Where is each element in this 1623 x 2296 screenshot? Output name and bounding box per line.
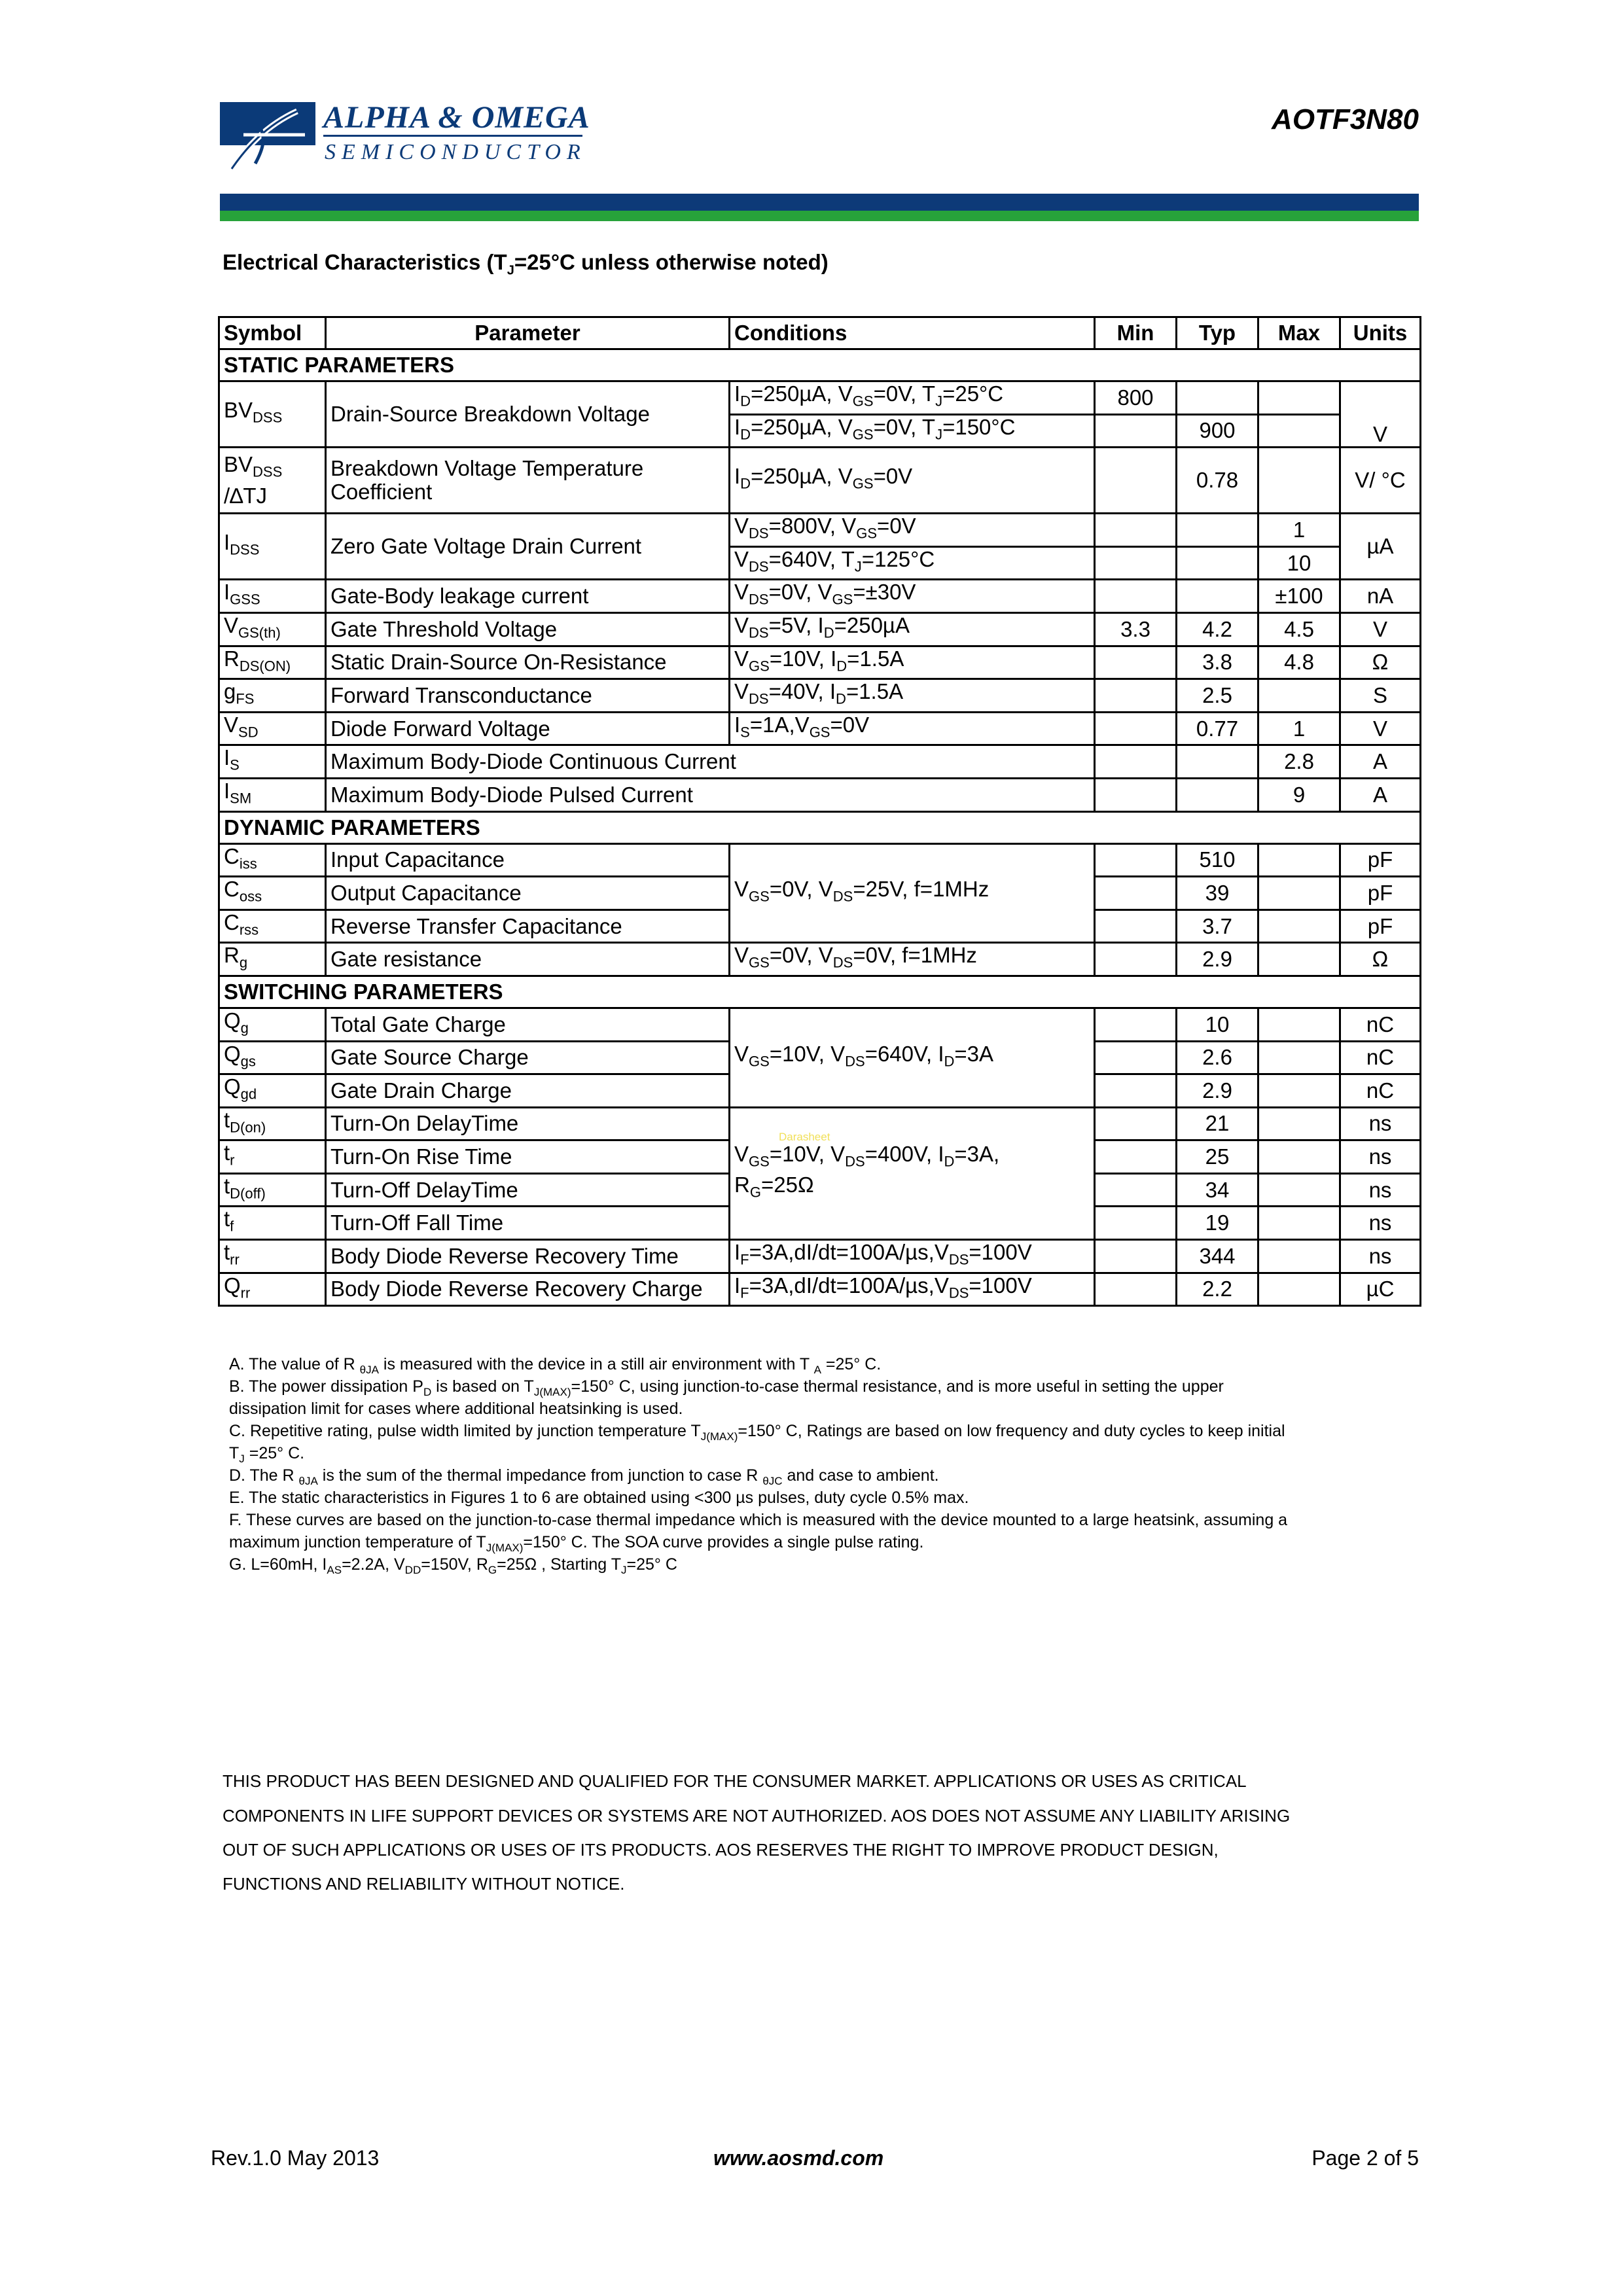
- units-qrr: µC: [1340, 1273, 1421, 1306]
- cond-capacitance: $V_{GS}=0V$, $V_{DS}=25V$, f=1MHz: [730, 843, 1095, 943]
- max-empty: [1258, 843, 1340, 877]
- electrical-characteristics-table: [218, 316, 1421, 1307]
- param-rdson: Static Drain-Source On-Resistance: [326, 646, 730, 679]
- min-empty: [1095, 1041, 1177, 1074]
- min-empty: [1095, 514, 1177, 547]
- symbol-qgs: $Q_{gs}$: [219, 1041, 326, 1074]
- cond-switching: $V_{GS}=10V$, $V_{DS}=400V$, $I_D=3A$, $R_G=25\Omega$: [730, 1107, 1095, 1239]
- units-tdoff: ns: [1340, 1173, 1421, 1207]
- param-qgs: Gate Source Charge: [326, 1041, 730, 1074]
- max-empty: [1258, 1240, 1340, 1273]
- cond-bvdss-150: $I_D=250\mu A$, $V_{GS}=0V$, $T_J=150^\circ C$: [730, 414, 1095, 448]
- min-empty: [1095, 679, 1177, 713]
- param-tr: Turn-On Rise Time: [326, 1140, 730, 1174]
- section-row: [219, 976, 1421, 1008]
- symbol-rg: $R_g$: [219, 943, 326, 976]
- note-f-cont: maximum junction temperature of $T_{J(MAX)}=150^\circ$ C. The SOA curve provides a single pulse rating.: [229, 1533, 924, 1554]
- units-qgs: nC: [1340, 1041, 1421, 1074]
- param-is: Maximum Body-Diode Continuous Current: [326, 745, 1095, 779]
- typ-tr: 25: [1177, 1140, 1258, 1174]
- note-b-cont: dissipation limit for cases where additional heatsinking is used.: [229, 1400, 683, 1418]
- max-empty: [1258, 1207, 1340, 1240]
- cond-idss-1: $V_{DS}=800V$, $V_{GS}=0V$: [730, 514, 1095, 547]
- min-empty: [1095, 448, 1177, 514]
- header-conditions: Conditions: [730, 317, 1095, 349]
- typ-empty: [1177, 514, 1258, 547]
- note-a: A. The value of R $_{\theta JA}$ is measured with the device in a still air environment with T $_A$ =25° C.: [229, 1355, 882, 1376]
- param-idss: Zero Gate Voltage Drain Current: [326, 514, 730, 580]
- header-typ: Typ: [1177, 317, 1258, 349]
- max-empty: [1258, 1173, 1340, 1207]
- max-empty: [1258, 910, 1340, 943]
- footer-revision: Rev.1.0 May 2013: [211, 2146, 380, 2170]
- header-parameter: Parameter: [326, 317, 730, 349]
- table-row: [219, 712, 1421, 745]
- min-empty: [1095, 910, 1177, 943]
- symbol-bvdss-tc: $BV_{DSS}$ /∆TJ: [219, 448, 326, 514]
- typ-bvdss-tc: 0.78: [1177, 448, 1258, 514]
- param-ism: Maximum Body-Diode Pulsed Current: [326, 778, 1095, 811]
- units-crss: pF: [1340, 910, 1421, 943]
- units-ciss: pF: [1340, 843, 1421, 877]
- section-dynamic: DYNAMIC PARAMETERS: [219, 811, 1421, 843]
- max-empty: [1258, 448, 1340, 514]
- cond-rdson: $V_{GS}=10V$, $I_D=1.5A$: [730, 646, 1095, 679]
- symbol-ism: $I_{SM}$: [219, 778, 326, 811]
- param-ciss: Input Capacitance: [326, 843, 730, 877]
- typ-ciss: 510: [1177, 843, 1258, 877]
- min-empty: [1095, 943, 1177, 976]
- param-vgsth: Gate Threshold Voltage: [326, 612, 730, 646]
- max-is: 2.8: [1258, 745, 1340, 779]
- typ-empty: [1177, 381, 1258, 415]
- min-bvdss: 800: [1095, 381, 1177, 415]
- max-empty: [1258, 1273, 1340, 1306]
- symbol-is: $I_S$: [219, 745, 326, 779]
- units-vsd: V: [1340, 712, 1421, 745]
- units-igss: nA: [1340, 580, 1421, 613]
- param-qgd: Gate Drain Charge: [326, 1074, 730, 1108]
- max-empty: [1258, 381, 1340, 415]
- max-vsd: 1: [1258, 712, 1340, 745]
- typ-empty: [1177, 778, 1258, 811]
- typ-gfs: 2.5: [1177, 679, 1258, 713]
- param-tdon: Turn-On DelayTime: [326, 1107, 730, 1140]
- footer-page-number: Page 2 of 5: [1311, 2146, 1419, 2170]
- min-empty: [1095, 1273, 1177, 1306]
- symbol-crss: $C_{rss}$: [219, 910, 326, 943]
- table-row: [219, 843, 1421, 877]
- table-header-row: [219, 317, 1421, 349]
- company-logo: [220, 97, 590, 175]
- min-empty: [1095, 1008, 1177, 1041]
- max-empty: [1258, 679, 1340, 713]
- typ-empty: [1177, 745, 1258, 779]
- units-bvdss-tc: V/ °C: [1340, 448, 1421, 514]
- cond-bvdss-25: $I_D=250\mu A$, $V_{GS}=0V$, $T_J=25^\circ C$: [730, 381, 1095, 415]
- section-title: Electrical Characteristics ($T_J=25^\circ C$ unless otherwise noted): [223, 250, 829, 278]
- symbol-gfs: $g_{FS}$: [219, 679, 326, 713]
- param-bvdss: Drain-Source Breakdown Voltage: [326, 381, 730, 448]
- symbol-tr: $t_r$: [219, 1140, 326, 1174]
- part-number: AOTF3N80: [1272, 103, 1419, 135]
- min-empty: [1095, 1240, 1177, 1273]
- table-row: [219, 1008, 1421, 1041]
- min-vgsth: 3.3: [1095, 612, 1177, 646]
- param-crss: Reverse Transfer Capacitance: [326, 910, 730, 943]
- cond-trr: $I_F=3A,dI/dt=100A/\mu s,V_{DS}=100V$: [730, 1240, 1095, 1273]
- units-vgsth: V: [1340, 612, 1421, 646]
- max-ism: 9: [1258, 778, 1340, 811]
- header-units: Units: [1340, 317, 1421, 349]
- table-row: [219, 1273, 1421, 1306]
- typ-tdoff: 34: [1177, 1173, 1258, 1207]
- symbol-qg: $Q_g$: [219, 1008, 326, 1041]
- header-band-green: [220, 211, 1419, 221]
- cond-vgsth: $V_{DS}=5V$, $I_D=250\mu A$: [730, 612, 1095, 646]
- disclaimer-line: THIS PRODUCT HAS BEEN DESIGNED AND QUALIFIED FOR THE CONSUMER MARKET. APPLICATIONS OR USES AS CRITICAL: [223, 1771, 1247, 1791]
- typ-empty: [1177, 546, 1258, 580]
- max-rdson: 4.8: [1258, 646, 1340, 679]
- note-d: D. The R $_{\theta JA}$ is the sum of the thermal impedance from junction to case R $_{\theta JC}$ and case to ambient.: [229, 1466, 939, 1487]
- min-empty: [1095, 580, 1177, 613]
- min-empty: [1095, 1173, 1177, 1207]
- max-empty: [1258, 414, 1340, 448]
- units-idss: µA: [1340, 514, 1421, 580]
- param-bvdss-tc: Breakdown Voltage Temperature Coefficient: [326, 448, 730, 514]
- cond-bvdss-tc: $I_D=250\mu A$, $V_{GS}=0V$: [730, 448, 1095, 514]
- typ-vsd: 0.77: [1177, 712, 1258, 745]
- alpha-omega-logo-icon: [220, 102, 315, 173]
- table-row: [219, 679, 1421, 713]
- max-idss-2: 10: [1258, 546, 1340, 580]
- units-rdson: Ω: [1340, 646, 1421, 679]
- max-empty: [1258, 1041, 1340, 1074]
- units-is: A: [1340, 745, 1421, 779]
- max-empty: [1258, 1074, 1340, 1108]
- section-switching: SWITCHING PARAMETERS: [219, 976, 1421, 1008]
- cond-idss-2: $V_{DS}=640V$, $T_J=125^\circ C$: [730, 546, 1095, 580]
- param-rg: Gate resistance: [326, 943, 730, 976]
- symbol-idss: $I_{DSS}$: [219, 514, 326, 580]
- min-empty: [1095, 778, 1177, 811]
- note-b: B. The power dissipation $P_D$ is based on $T_{J(MAX)}=150^\circ$ C, using junction-to-case thermal resistance, and is more useful in setting the upper: [229, 1377, 1224, 1398]
- min-empty: [1095, 414, 1177, 448]
- min-empty: [1095, 843, 1177, 877]
- table-row: [219, 612, 1421, 646]
- symbol-tf: $t_f$: [219, 1207, 326, 1240]
- section-row: [219, 349, 1421, 381]
- note-c-cont: $T_J =25^\circ$ C.: [229, 1444, 305, 1465]
- min-empty: [1095, 646, 1177, 679]
- min-empty: [1095, 1107, 1177, 1140]
- cond-gfs: $V_{DS}=40V$, $I_D=1.5A$: [730, 679, 1095, 713]
- min-empty: [1095, 712, 1177, 745]
- symbol-vsd: $V_{SD}$: [219, 712, 326, 745]
- symbol-tdon: $t_{D(on)}$: [219, 1107, 326, 1140]
- units-bvdss: V: [1340, 381, 1421, 448]
- table-row: [219, 646, 1421, 679]
- param-tf: Turn-Off Fall Time: [326, 1207, 730, 1240]
- table-row: [219, 745, 1421, 779]
- min-empty: [1095, 877, 1177, 910]
- param-igss: Gate-Body leakage current: [326, 580, 730, 613]
- param-tdoff: Turn-Off DelayTime: [326, 1173, 730, 1207]
- typ-vgsth: 4.2: [1177, 612, 1258, 646]
- param-qg: Total Gate Charge: [326, 1008, 730, 1041]
- typ-empty: [1177, 580, 1258, 613]
- typ-qgs: 2.6: [1177, 1041, 1258, 1074]
- typ-tdon: 21: [1177, 1107, 1258, 1140]
- typ-trr: 344: [1177, 1240, 1258, 1273]
- logo-underline: [323, 135, 582, 137]
- units-tr: ns: [1340, 1140, 1421, 1174]
- header-max: Max: [1258, 317, 1340, 349]
- symbol-qgd: $Q_{gd}$: [219, 1074, 326, 1108]
- note-g: G. L=60mH, $I_{AS}=2.2A$, $V_{DD}=150V$, $R_G=25\Omega$ , Starting $T_J=25^\circ$ C: [229, 1555, 677, 1576]
- units-qgd: nC: [1340, 1074, 1421, 1108]
- min-empty: [1095, 546, 1177, 580]
- table-row: [219, 514, 1421, 547]
- disclaimer-line: FUNCTIONS AND RELIABILITY WITHOUT NOTICE.: [223, 1874, 625, 1894]
- disclaimer-line: OUT OF SUCH APPLICATIONS OR USES OF ITS PRODUCTS. AOS RESERVES THE RIGHT TO IMPROVE PRODUCT DESIGN,: [223, 1840, 1219, 1860]
- table-row: [219, 580, 1421, 613]
- symbol-igss: $I_{GSS}$: [219, 580, 326, 613]
- max-vgsth: 4.5: [1258, 612, 1340, 646]
- min-empty: [1095, 1140, 1177, 1174]
- cond-rg: $V_{GS}=0V$, $V_{DS}=0V$, f=1MHz: [730, 943, 1095, 976]
- max-idss-1: 1: [1258, 514, 1340, 547]
- note-c: C. Repetitive rating, pulse width limited by junction temperature $T_{J(MAX)}=150^\circ$ C, Ratings are based on low frequency and duty cycles to keep initial: [229, 1422, 1285, 1443]
- param-trr: Body Diode Reverse Recovery Time: [326, 1240, 730, 1273]
- table-row: [219, 1240, 1421, 1273]
- header-min: Min: [1095, 317, 1177, 349]
- units-gfs: S: [1340, 679, 1421, 713]
- min-empty: [1095, 1074, 1177, 1108]
- symbol-ciss: $C_{iss}$: [219, 843, 326, 877]
- table-row: [219, 943, 1421, 976]
- units-tdon: ns: [1340, 1107, 1421, 1140]
- typ-qrr: 2.2: [1177, 1273, 1258, 1306]
- symbol-vgsth: $V_{GS(th)}$: [219, 612, 326, 646]
- note-f: F. These curves are based on the junction-to-case thermal impedance which is measured with the device mounted to a large heatsink, assuming a: [229, 1511, 1288, 1529]
- typ-crss: 3.7: [1177, 910, 1258, 943]
- max-empty: [1258, 1008, 1340, 1041]
- symbol-tdoff: $t_{D(off)}$: [219, 1173, 326, 1207]
- units-coss: pF: [1340, 877, 1421, 910]
- symbol-qrr: $Q_{rr}$: [219, 1273, 326, 1306]
- param-coss: Output Capacitance: [326, 877, 730, 910]
- param-gfs: Forward Transconductance: [326, 679, 730, 713]
- max-empty: [1258, 877, 1340, 910]
- cond-igss: $V_{DS}=0V$, $V_{GS}=\pm 30V$: [730, 580, 1095, 613]
- header-symbol: Symbol: [219, 317, 326, 349]
- units-tf: ns: [1340, 1207, 1421, 1240]
- symbol-rdson: $R_{DS(ON)}$: [219, 646, 326, 679]
- typ-qg: 10: [1177, 1008, 1258, 1041]
- typ-qgd: 2.9: [1177, 1074, 1258, 1108]
- typ-rdson: 3.8: [1177, 646, 1258, 679]
- cond-qrr: $I_F=3A,dI/dt=100A/\mu s,V_{DS}=100V$: [730, 1273, 1095, 1306]
- symbol-bvdss: $BV_{DSS}$: [219, 381, 326, 448]
- section-static: STATIC PARAMETERS: [219, 349, 1421, 381]
- param-qrr: Body Diode Reverse Recovery Charge: [326, 1273, 730, 1306]
- header-band-blue: [220, 194, 1419, 211]
- logo-company-name: ALPHA & OMEGA: [323, 100, 590, 135]
- max-igss: ±100: [1258, 580, 1340, 613]
- typ-coss: 39: [1177, 877, 1258, 910]
- cond-gate-charge: $V_{GS}=10V$, $V_{DS}=640V$, $I_D=3A$: [730, 1008, 1095, 1107]
- symbol-coss: $C_{oss}$: [219, 877, 326, 910]
- param-vsd: Diode Forward Voltage: [326, 712, 730, 745]
- watermark: Darasheet: [779, 1131, 830, 1143]
- typ-tf: 19: [1177, 1207, 1258, 1240]
- table-row: [219, 778, 1421, 811]
- units-rg: Ω: [1340, 943, 1421, 976]
- footer-website-link[interactable]: www.aosmd.com: [713, 2146, 884, 2170]
- symbol-trr: $t_{rr}$: [219, 1240, 326, 1273]
- units-ism: A: [1340, 778, 1421, 811]
- logo-subtitle: SEMICONDUCTOR: [325, 140, 586, 164]
- typ-bvdss-150: 900: [1177, 414, 1258, 448]
- max-empty: [1258, 1140, 1340, 1174]
- disclaimer-line: COMPONENTS IN LIFE SUPPORT DEVICES OR SYSTEMS ARE NOT AUTHORIZED. AOS DOES NOT ASSUME ANY LIABILITY ARISING: [223, 1806, 1291, 1826]
- max-empty: [1258, 943, 1340, 976]
- table-row: [219, 381, 1421, 415]
- typ-rg: 2.9: [1177, 943, 1258, 976]
- note-e: E. The static characteristics in Figures 1 to 6 are obtained using <300 µs pulses, duty cycle 0.5% max.: [229, 1489, 969, 1507]
- min-empty: [1095, 1207, 1177, 1240]
- max-empty: [1258, 1107, 1340, 1140]
- units-trr: ns: [1340, 1240, 1421, 1273]
- table-row: [219, 448, 1421, 514]
- section-row: [219, 811, 1421, 843]
- cond-vsd: $I_S=1A,V_{GS}=0V$: [730, 712, 1095, 745]
- min-empty: [1095, 745, 1177, 779]
- units-qg: nC: [1340, 1008, 1421, 1041]
